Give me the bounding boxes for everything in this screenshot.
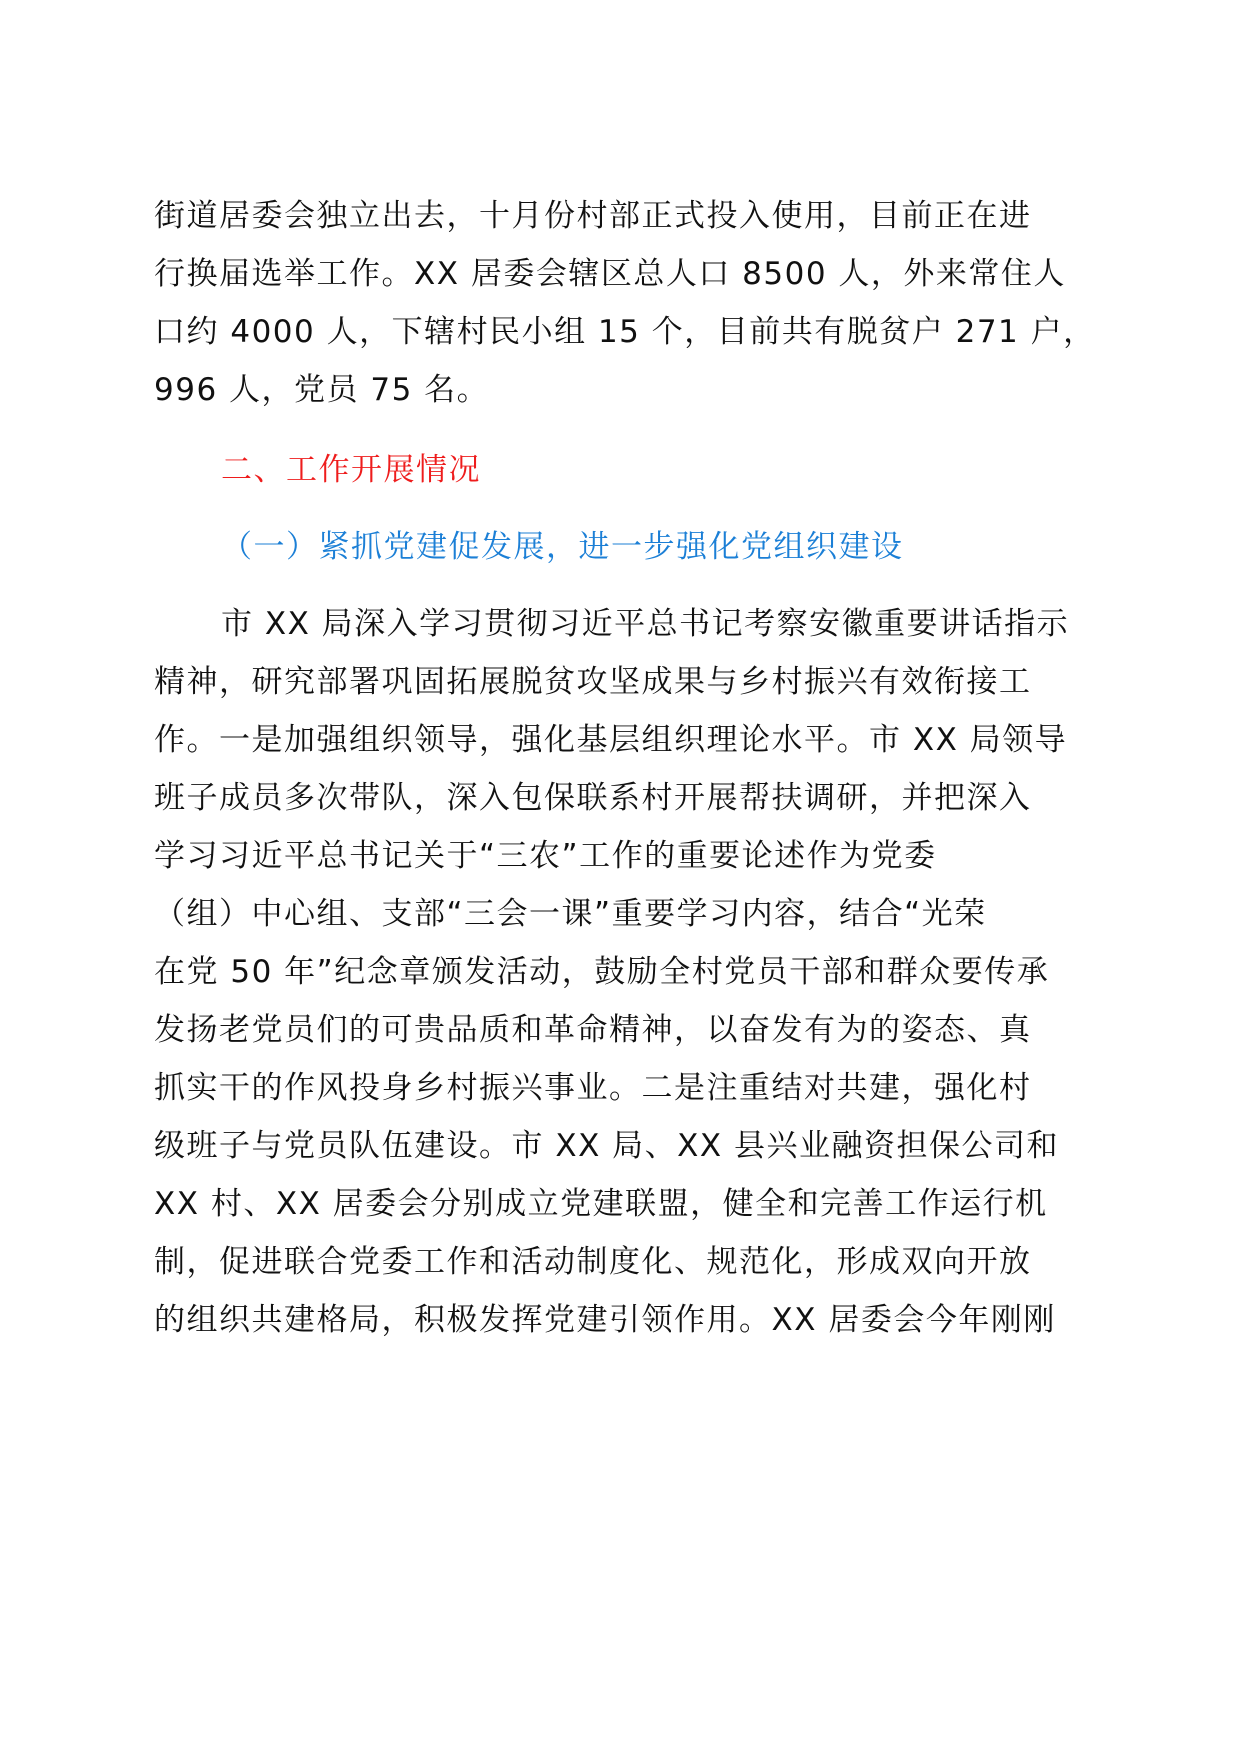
body-line-2: 精神，研究部署巩固拓展脱贫攻坚成果与乡村振兴有效衔接工	[154, 664, 1032, 700]
body-line-1: 市 XX 局深入学习贯彻习近平总书记考察安徽重要讲话指示	[221, 606, 1070, 642]
intro-line-1: 街道居委会独立出去，十月份村部正式投入使用，目前正在进	[154, 198, 1032, 234]
body-line-6: （组）中心组、支部“三会一课”重要学习内容，结合“光荣	[154, 896, 987, 932]
intro-line-2: 行换届选举工作。XX 居委会辖区总人口 8500 人，外来常住人	[154, 256, 1066, 292]
body-line-9: 抓实干的作风投身乡村振兴事业。二是注重结对共建，强化村	[154, 1070, 1032, 1106]
body-line-5: 学习习近平总书记关于“三农”工作的重要论述作为党委	[154, 838, 937, 874]
body-line-11: XX 村、XX 居委会分别成立党建联盟，健全和完善工作运行机	[154, 1186, 1048, 1222]
body-line-10: 级班子与党员队伍建设。市 XX 局、XX 县兴业融资担保公司和	[154, 1128, 1060, 1164]
body-line-8: 发扬老党员们的可贵品质和革命精神，以奋发有为的姿态、真	[154, 1012, 1032, 1048]
body-line-13: 的组织共建格局，积极发挥党建引领作用。XX 居委会今年刚刚	[154, 1302, 1056, 1338]
intro-line-4: 996 人，党员 75 名。	[154, 372, 490, 408]
body-line-12: 制，促进联合党委工作和活动制度化、规范化，形成双向开放	[154, 1244, 1032, 1280]
intro-line-3: 口约 4000 人，下辖村民小组 15 个，目前共有脱贫户 271 户，	[154, 314, 1096, 350]
body-line-3: 作。一是加强组织领导，强化基层组织理论水平。市 XX 局领导	[154, 722, 1068, 758]
body-line-7: 在党 50 年”纪念章颁发活动，鼓励全村党员干部和群众要传承	[154, 954, 1050, 990]
subsection-heading: （一）紧抓党建促发展，进一步强化党组织建设	[221, 529, 904, 565]
body-line-4: 班子成员多次带队，深入包保联系村开展帮扶调研，并把深入	[154, 780, 1032, 816]
section-heading: 二、工作开展情况	[221, 452, 481, 488]
